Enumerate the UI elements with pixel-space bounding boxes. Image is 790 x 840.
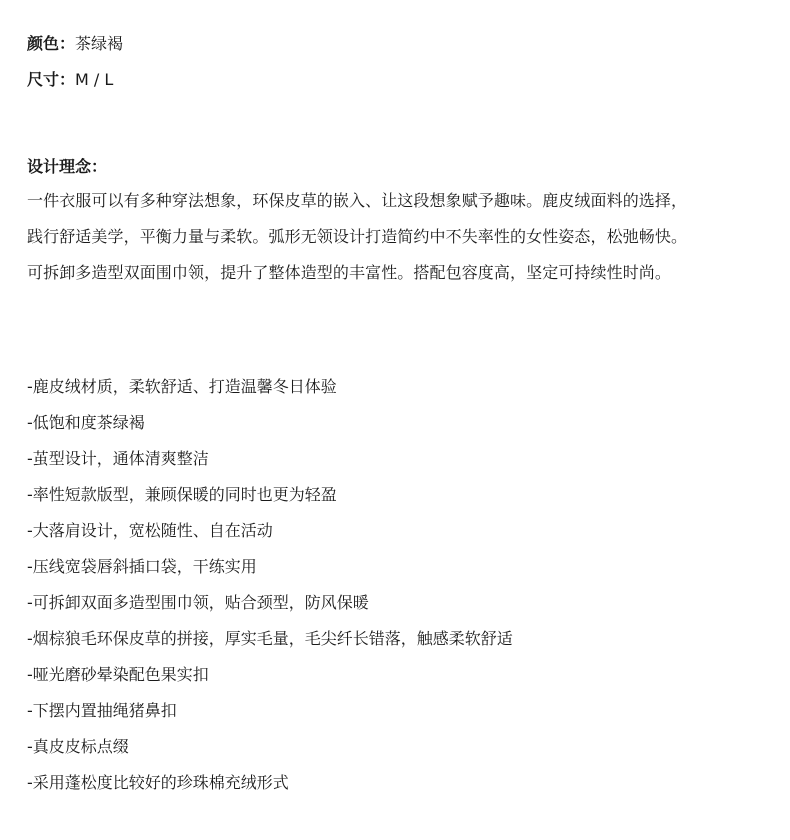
- spec-size-value: M / L: [75, 70, 114, 89]
- spec-size-row: [27, 70, 113, 90]
- feature-item: -采用蓬松度比较好的珍珠棉充绒形式: [27, 773, 289, 792]
- feature-item: -真皮皮标点缀: [27, 737, 129, 756]
- feature-list: [27, 377, 513, 809]
- design-concept-title: 设计理念：: [27, 157, 108, 176]
- feature-item: -下摆内置抽绳猪鼻扣: [27, 701, 177, 720]
- design-concept-line: 践行舒适美学，平衡力量与柔软。弧形无领设计打造简约中不失率性的女性姿态，松弛畅快。: [27, 227, 688, 246]
- design-concept-line: 一件衣服可以有多种穿法想象，环保皮草的嵌入、让这段想象赋予趣味。鹿皮绒面料的选择，: [27, 191, 688, 210]
- spec-color-row: [27, 34, 123, 54]
- feature-item: -可拆卸双面多造型围巾领，贴合颈型，防风保暖: [27, 593, 369, 612]
- spec-size-label: 尺寸：: [27, 70, 76, 89]
- feature-item: -茧型设计，通体清爽整洁: [27, 449, 209, 468]
- design-concept-line: 可拆卸多造型双面围巾领，提升了整体造型的丰富性。搭配包容度高，坚定可持续性时尚。: [27, 263, 672, 282]
- feature-item: -压线宽袋唇斜插口袋，干练实用: [27, 557, 257, 576]
- feature-item: -率性短款版型，兼顾保暖的同时也更为轻盈: [27, 485, 337, 504]
- feature-item: -烟棕狼毛环保皮草的拼接，厚实毛量，毛尖纤长错落，触感柔软舒适: [27, 629, 513, 648]
- spec-color-label: 颜色：: [27, 34, 76, 53]
- spec-color-value: 茶绿褐: [75, 34, 124, 53]
- feature-item: -大落肩设计，宽松随性、自在活动: [27, 521, 273, 540]
- feature-item: -鹿皮绒材质，柔软舒适、打造温馨冬日体验: [27, 377, 337, 396]
- feature-item: -低饱和度茶绿褐: [27, 413, 145, 432]
- feature-item: -哑光磨砂晕染配色果实扣: [27, 665, 209, 684]
